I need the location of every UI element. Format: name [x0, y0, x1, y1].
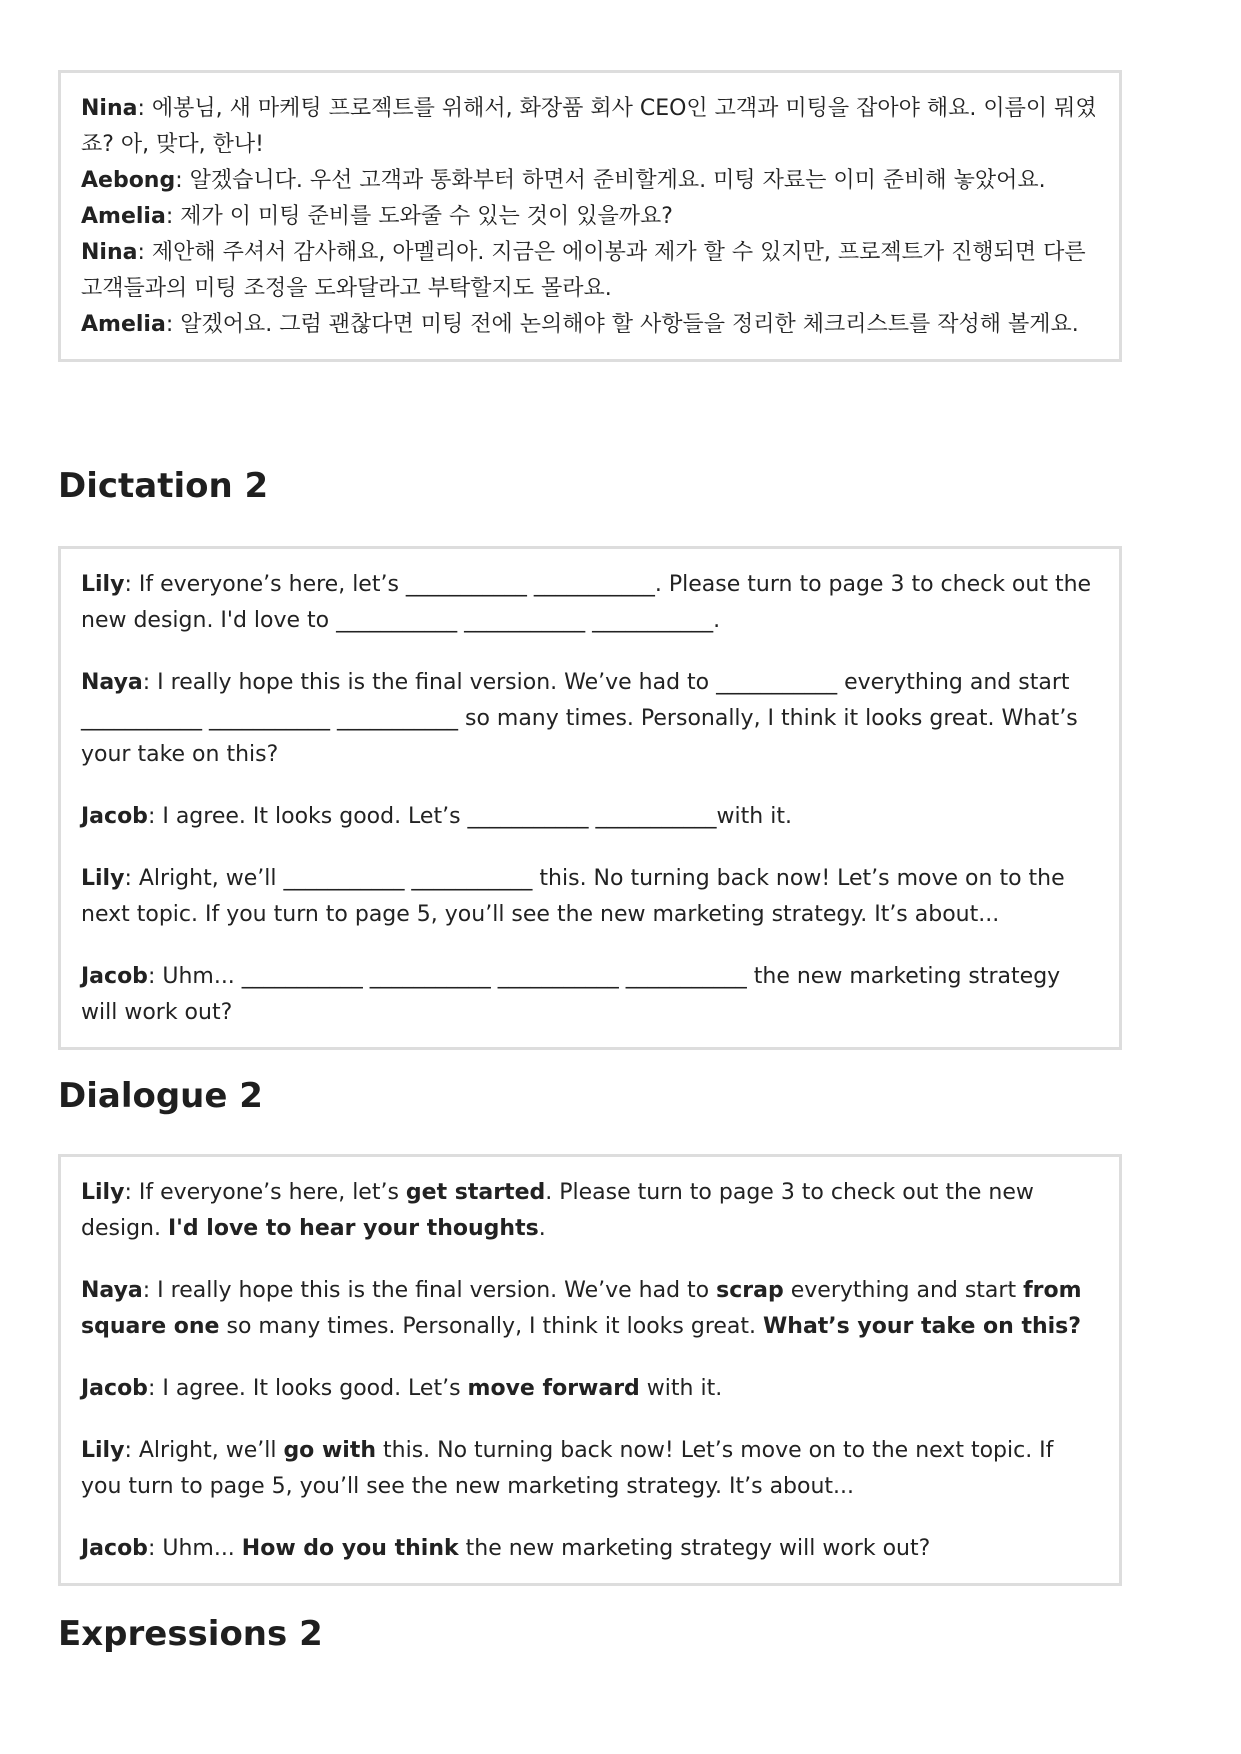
- dialogue-heading: Dialogue 2: [58, 1076, 263, 1116]
- dialogue-line: [81, 1531, 1099, 1567]
- text-segment: : Uhm...: [147, 1536, 242, 1561]
- speaker-name: Amelia: [81, 312, 166, 337]
- speaker-name: Naya: [81, 1278, 143, 1303]
- text-segment: : I agree. It looks good. Let’s: [147, 1376, 468, 1401]
- text-segment: : If everyone’s here, let’s: [124, 1180, 406, 1205]
- line-text: : Alright, we’ll ___________ ___________ this. No turning back now! Let’s move on to the next topic. If you turn to page 5, you’ll see the new marketing strategy. It’s about...: [81, 866, 1065, 927]
- dictation-line: [81, 959, 1099, 1031]
- dialogue-line: [81, 163, 1099, 199]
- korean-dialogue-box: [58, 70, 1122, 362]
- speaker-name: Nina: [81, 96, 138, 121]
- speaker-name: Lily: [81, 1438, 125, 1463]
- line-text: : 제가 이 미팅 준비를 도와줄 수 있는 것이 있을까요?: [165, 204, 673, 229]
- speaker-name: Lily: [81, 1180, 125, 1205]
- dialogue-line: [81, 1273, 1099, 1345]
- speaker-name: Jacob: [81, 804, 148, 829]
- dialogue-box: [58, 1154, 1122, 1586]
- key-expression: go with: [283, 1438, 377, 1463]
- line-text: : 제안해 주셔서 감사해요, 아멜리아. 지금은 에이봉과 제가 할 수 있지만, 프로젝트가 진행되면 다른 고객들과의 미팅 조정을 도와달라고 부탁할지도 몰라요.: [81, 240, 1086, 301]
- text-segment: . Please turn to page 3 to check out the new design.: [81, 1180, 1034, 1241]
- speaker-name: Lily: [81, 572, 125, 597]
- line-text: : 알겠습니다. 우선 고객과 통화부터 하면서 준비할게요. 미팅 자료는 이미 준비해 놓았어요.: [175, 168, 1046, 193]
- line-text: : 알겠어요. 그럼 괜찮다면 미팅 전에 논의해야 할 사항들을 정리한 체크리스트를 작성해 볼게요.: [165, 312, 1079, 337]
- expressions-heading: Expressions 2: [58, 1614, 323, 1654]
- dictation-line: [81, 665, 1099, 773]
- speaker-name: Jacob: [81, 1536, 148, 1561]
- line-text: : If everyone’s here, let’s ___________ ___________. Please turn to page 3 to check out the new design. I'd love to ___________ ___________ ___________.: [81, 572, 1092, 633]
- text-segment: everything and start: [783, 1278, 1024, 1303]
- speaker-name: Jacob: [81, 1376, 148, 1401]
- dialogue-line: [81, 307, 1099, 343]
- dictation-box: [58, 546, 1122, 1050]
- text-segment: so many times. Personally, I think it looks great.: [219, 1314, 764, 1339]
- key-expression: get started: [405, 1180, 546, 1205]
- line-text: : I really hope this is the final version. We’ve had to ___________ everything and start ___________ ___________ ___________ so many times. Personally, I think it looks great. What’s your take on this?: [81, 670, 1078, 767]
- line-text: : I agree. It looks good. Let’s ___________ ___________with it.: [147, 804, 792, 829]
- text-segment: : I really hope this is the final version. We’ve had to: [142, 1278, 717, 1303]
- text-segment: this. No turning back now! Let’s move on to the next topic. If you turn to page 5, you’ll see the new marketing strategy. It’s about...: [81, 1438, 1054, 1499]
- dialogue-line: [81, 1175, 1099, 1247]
- speaker-name: Nina: [81, 240, 138, 265]
- key-expression: How do you think: [241, 1536, 459, 1561]
- dialogue-line: [81, 199, 1099, 235]
- dialogue-line: [81, 91, 1099, 163]
- key-expression: I'd love to hear your thoughts: [167, 1216, 539, 1241]
- dictation-line: [81, 799, 1099, 835]
- key-expression: What’s your take on this?: [763, 1314, 1082, 1339]
- line-text: : 에봉님, 새 마케팅 프로젝트를 위해서, 화장품 회사 CEO인 고객과 미팅을 잡아야 해요. 이름이 뭐였죠? 아, 맞다, 한나!: [81, 96, 1097, 157]
- key-expression: scrap: [716, 1278, 784, 1303]
- text-segment: .: [538, 1216, 546, 1241]
- dictation-heading: Dictation 2: [58, 466, 269, 506]
- text-segment: the new marketing strategy will work out?: [458, 1536, 931, 1561]
- dialogue-line: [81, 235, 1099, 307]
- speaker-name: Aebong: [81, 168, 176, 193]
- text-segment: with it.: [639, 1376, 723, 1401]
- speaker-name: Naya: [81, 670, 143, 695]
- speaker-name: Jacob: [81, 964, 148, 989]
- text-segment: : Alright, we’ll: [124, 1438, 284, 1463]
- dictation-line: [81, 861, 1099, 933]
- dictation-line: [81, 567, 1099, 639]
- key-expression: move forward: [467, 1376, 640, 1401]
- speaker-name: Lily: [81, 866, 125, 891]
- speaker-name: Amelia: [81, 204, 166, 229]
- dialogue-line: [81, 1371, 1099, 1407]
- key-expression: from square one: [81, 1278, 1082, 1339]
- dialogue-line: [81, 1433, 1099, 1505]
- line-text: : Uhm... ___________ ___________ ___________ ___________ the new marketing strategy will work out?: [81, 964, 1061, 1025]
